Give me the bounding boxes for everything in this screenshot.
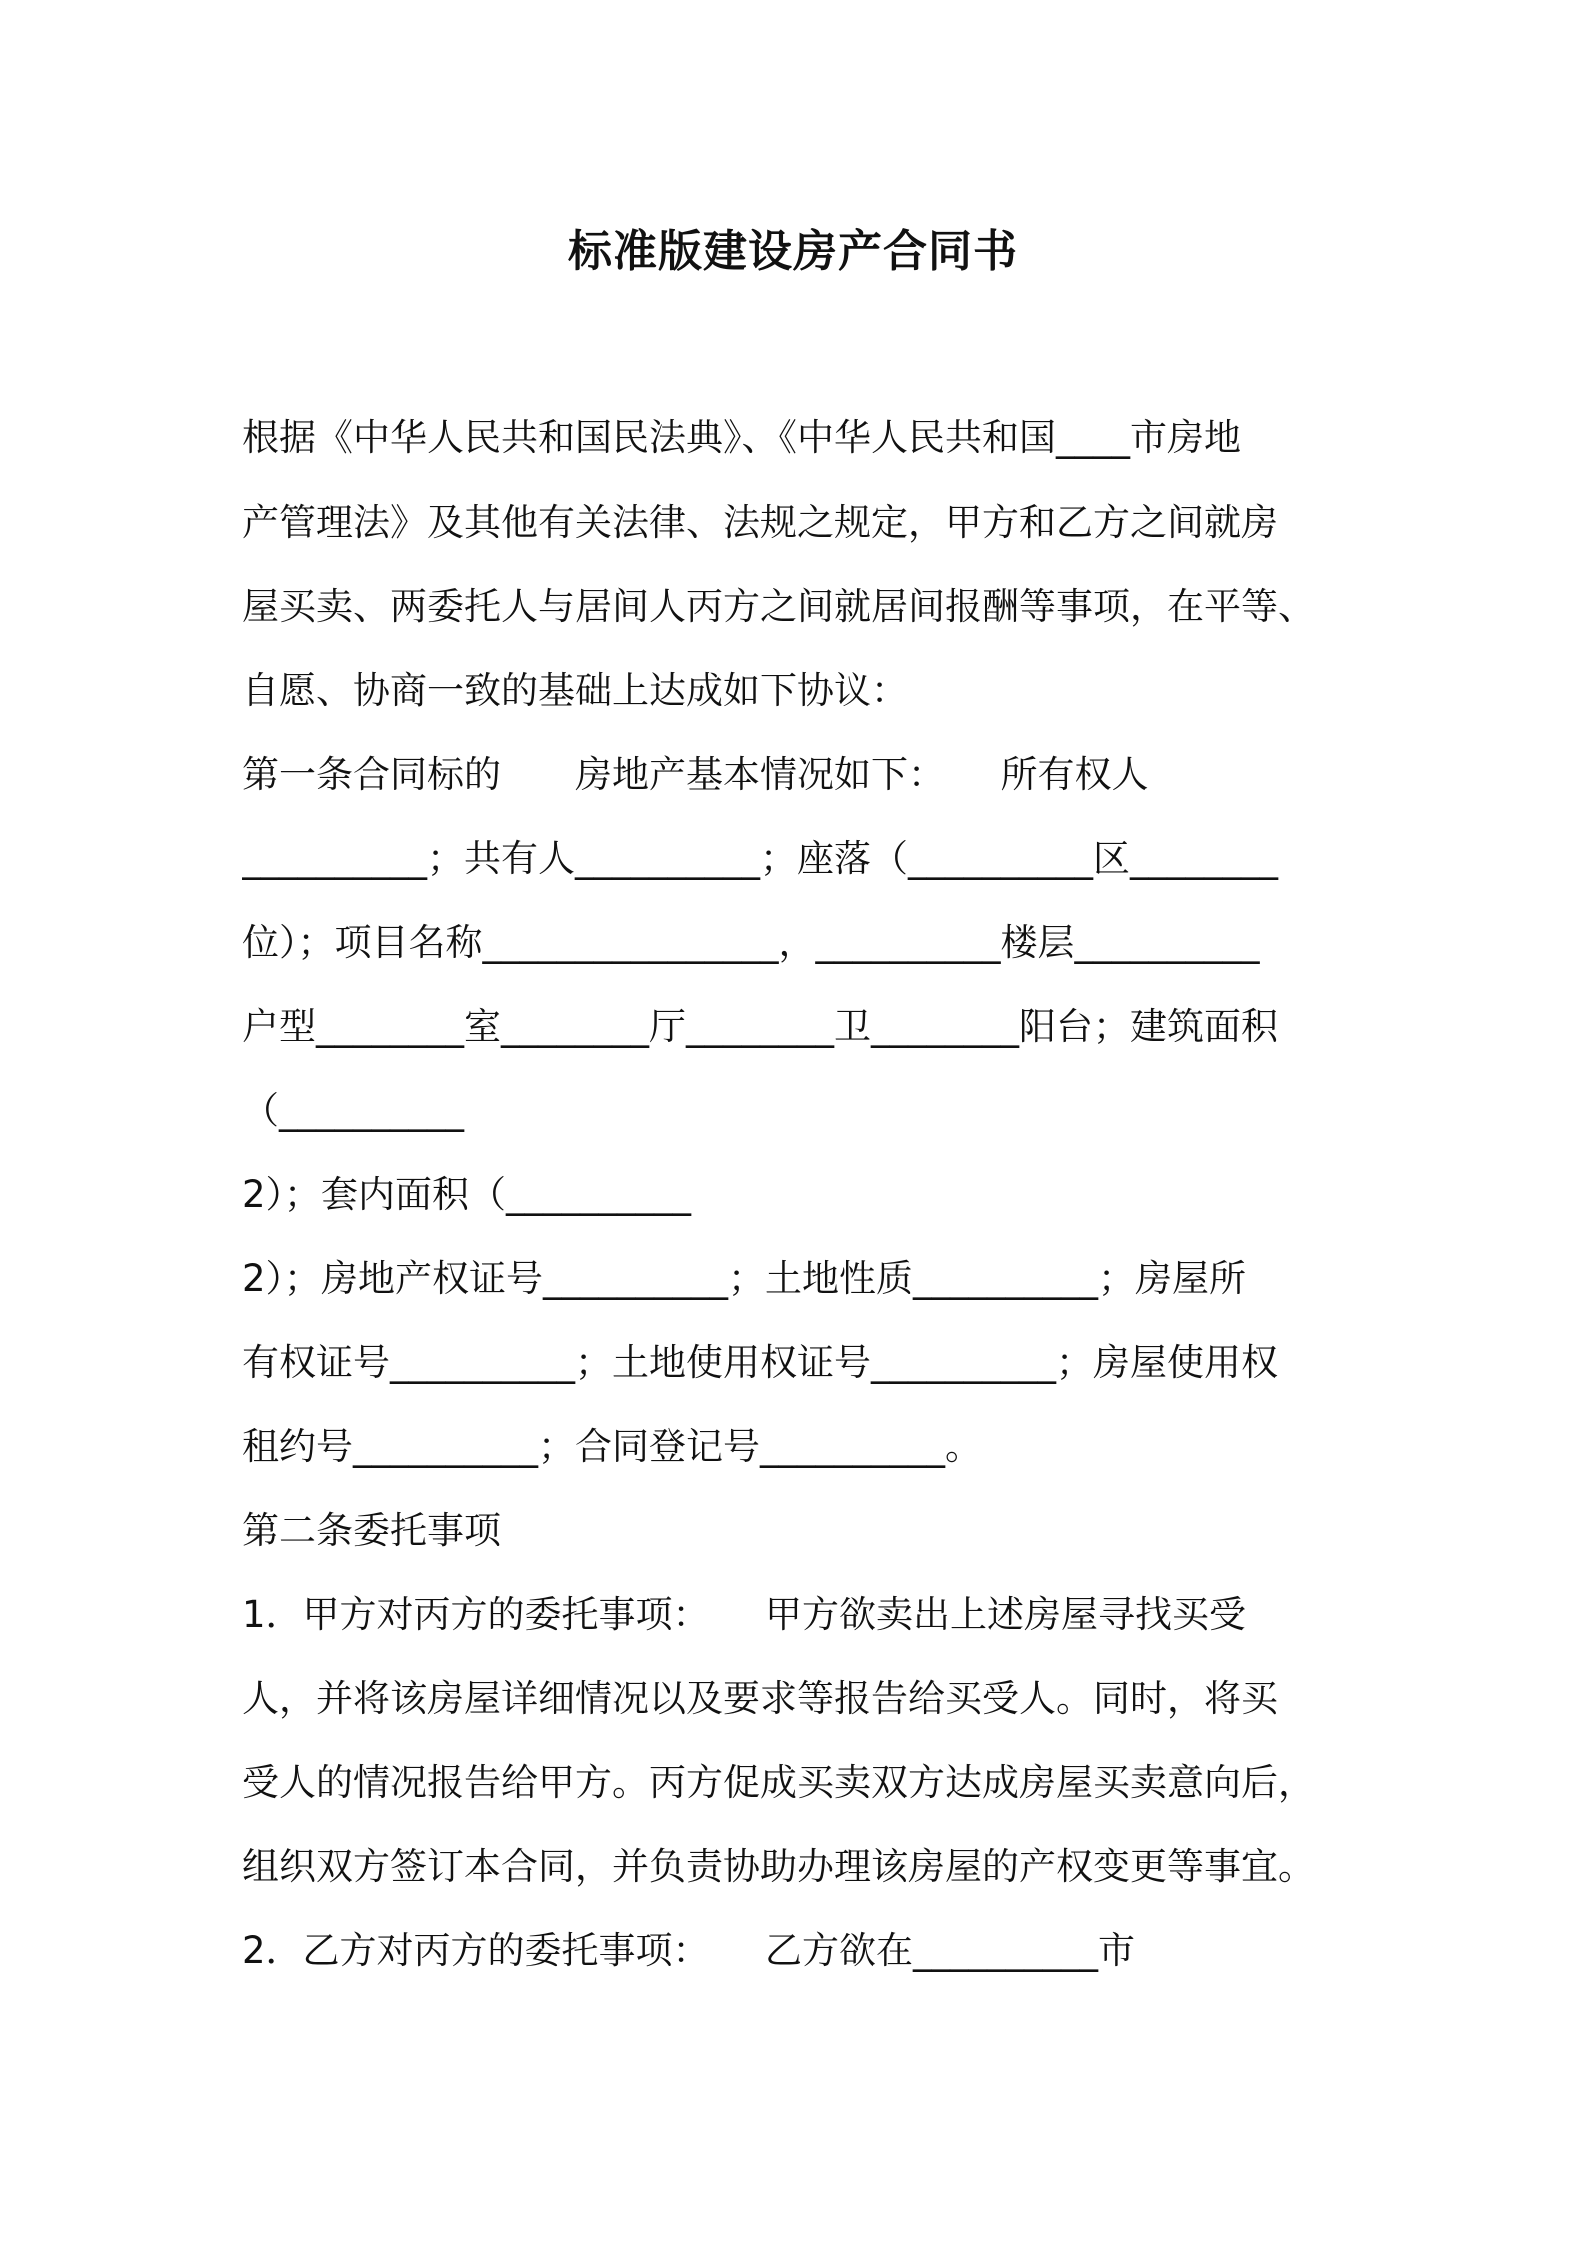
body-line: 产管理法》及其他有关法律、法规之规定，甲方和乙方之间就房 bbox=[242, 501, 1278, 544]
body-line: 位）；项目名称________________，__________楼层__________ bbox=[242, 921, 1260, 964]
document-title: 标准版建设房产合同书 bbox=[568, 226, 1018, 277]
body-line: 有权证号__________；土地使用权证号__________；房屋使用权 bbox=[242, 1341, 1278, 1384]
body-line: 人，并将该房屋详细情况以及要求等报告给买受人。同时，将买 bbox=[242, 1677, 1278, 1720]
body-line: 2．乙方对丙方的委托事项： 乙方欲在__________市 bbox=[242, 1929, 1136, 1972]
body-line: __________；共有人__________；座落（__________区________ bbox=[242, 837, 1278, 880]
body-line: 户型________室________厅________卫________阳台；建筑面积 bbox=[242, 1005, 1278, 1048]
body-line: 2）；套内面积（__________ bbox=[242, 1173, 692, 1216]
body-line: 1．甲方对丙方的委托事项： 甲方欲卖出上述房屋寻找买受 bbox=[242, 1593, 1247, 1636]
body-line: （__________ bbox=[242, 1089, 464, 1132]
body-line: 租约号__________；合同登记号__________。 bbox=[242, 1425, 982, 1468]
body-line: 受人的情况报告给甲方。丙方促成买卖双方达成房屋买卖意向后， bbox=[242, 1761, 1315, 1804]
body-line: 第一条合同标的 房地产基本情况如下： 所有权人 bbox=[242, 753, 1149, 796]
section-heading: 第二条委托事项 bbox=[242, 1509, 501, 1552]
body-line: 2）；房地产权证号__________；土地性质__________；房屋所 bbox=[242, 1257, 1247, 1300]
body-line: 屋买卖、两委托人与居间人丙方之间就居间报酬等事项，在平等、 bbox=[242, 585, 1315, 628]
body-line: 自愿、协商一致的基础上达成如下协议： bbox=[242, 669, 908, 712]
body-line: 根据《中华人民共和国民法典》、《中华人民共和国____市房地 bbox=[242, 416, 1241, 459]
body-line: 组织双方签订本合同，并负责协助办理该房屋的产权变更等事宜。 bbox=[242, 1845, 1315, 1888]
